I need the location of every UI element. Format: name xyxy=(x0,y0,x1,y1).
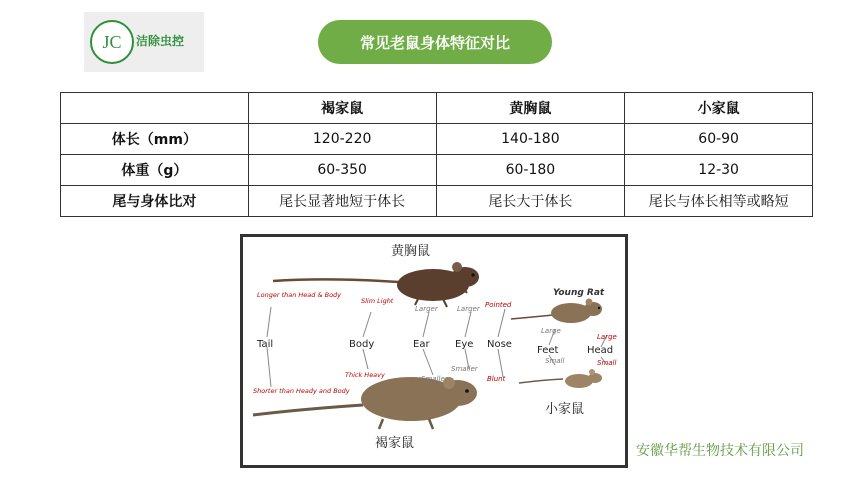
ear-note-top: Larger xyxy=(415,305,438,313)
rat-diagram-svg xyxy=(243,237,625,465)
comparison-table xyxy=(60,92,813,217)
table-cell: 12-30 xyxy=(625,155,813,186)
small-mouse-label: 小家鼠 xyxy=(545,402,585,417)
ear-label: Ear xyxy=(413,339,430,350)
logo-text: 洁除虫控 xyxy=(136,34,185,48)
table-cell: 60-350 xyxy=(248,155,436,186)
table-cell: 120-220 xyxy=(248,124,436,155)
table-row xyxy=(61,124,813,155)
nose-note-top: Pointed xyxy=(485,301,512,309)
table-cell: 60-180 xyxy=(436,155,625,186)
row-label: 体长（mm） xyxy=(61,124,249,155)
head-label: Head xyxy=(587,345,614,356)
bottom-rat-label: 褐家鼠 xyxy=(375,436,415,451)
nose-label: Nose xyxy=(487,339,512,350)
body-note-bottom: Thick Heavy xyxy=(345,371,385,379)
top-rat-label: 黄胸鼠 xyxy=(391,244,431,259)
company-name: 安徽华帮生物技术有限公司 xyxy=(636,443,804,459)
feet-note-bottom: Small xyxy=(545,357,565,365)
row-label: 尾与身体比对 xyxy=(61,186,249,217)
rat-comparison-diagram xyxy=(240,234,628,468)
table-cell: 尾长大于体长 xyxy=(436,186,625,217)
eye-note-top: Larger xyxy=(457,305,480,313)
page-title: 常见老鼠身体特征对比 xyxy=(318,20,552,64)
tail-note-top: Longer than Head & Body xyxy=(257,291,342,299)
table-cell: 尾长与体长相等或略短 xyxy=(625,186,813,217)
company-logo xyxy=(84,12,204,72)
eye-label: Eye xyxy=(455,339,474,350)
small-mouse-illustration xyxy=(519,369,602,388)
head-note-bottom: Small xyxy=(597,359,617,367)
young-rat-illustration xyxy=(511,299,602,324)
tail-note-bottom: Shorter than Heady and Body xyxy=(253,387,350,395)
table-cell: 尾长显著地短于体长 xyxy=(248,186,436,217)
table-cell: 60-90 xyxy=(625,124,813,155)
logo-mark: JC xyxy=(90,20,134,64)
table-row xyxy=(61,155,813,186)
body-note-top: Slim Light xyxy=(361,297,394,305)
table-header-cell xyxy=(61,93,249,124)
head-note-top: Large xyxy=(597,333,617,341)
tail-label: Tail xyxy=(257,339,274,350)
feet-label: Feet xyxy=(537,345,559,356)
table-header-row xyxy=(61,93,813,124)
table-header-cell: 褐家鼠 xyxy=(248,93,436,124)
table-header-cell: 黄胸鼠 xyxy=(436,93,625,124)
body-label: Body xyxy=(349,339,375,350)
young-rat-label: Young Rat xyxy=(553,288,605,298)
row-label: 体重（g） xyxy=(61,155,249,186)
table-row xyxy=(61,186,813,217)
eye-note-bottom: Smaller xyxy=(451,365,478,373)
table-header-cell: 小家鼠 xyxy=(625,93,813,124)
bottom-rat-illustration xyxy=(253,377,477,429)
nose-note-bottom: Blunt xyxy=(487,375,506,383)
table-cell: 140-180 xyxy=(436,124,625,155)
ear-note-bottom: Smaller xyxy=(421,375,448,383)
feet-note-top: Large xyxy=(541,327,561,335)
